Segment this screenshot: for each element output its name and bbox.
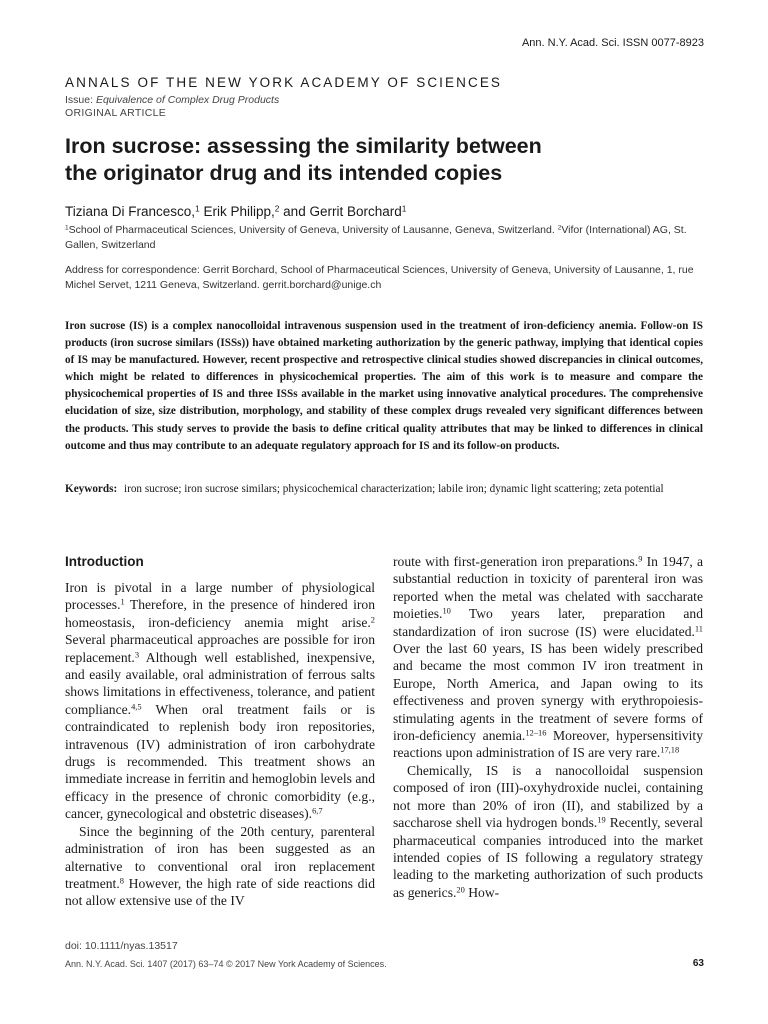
citation-ref: 9 bbox=[638, 553, 643, 564]
body-paragraph: Iron is pivotal in a large number of physiological processes.$^1$ Therefore, in the presence of hindered iron homeostasis, iron-deficiency anemia might arise.$^2$ Several pharmaceutical approaches are possible for iron replacement.$^3$ Although well established, inexpensive, and easily available, oral administration of ferrous salts shows limitations in effectiveness, tolerance, and patient compliance.$^{4,5}$ When oral treatment fails or is contraindicated to replenish body iron repositories, intravenous (IV) administration of iron carbohydrate drugs is recommended. This treatment shows an immediate increase in ferritin and hemoglobin levels and efficacy in the presence of chronic comorbidity (e.g., cancer, gynecological and obstetric diseases).$^{6,7}$ bbox=[65, 580, 375, 822]
article-title bbox=[65, 133, 705, 187]
affiliation-mark: 1 bbox=[65, 224, 69, 232]
author-name: Erik Philipp, bbox=[203, 204, 275, 219]
author-list bbox=[65, 204, 406, 219]
article-type: ORIGINAL ARTICLE bbox=[65, 107, 167, 119]
author-name: and Gerrit Borchard bbox=[283, 204, 402, 219]
body-paragraph: Chemically, IS is a nanocolloidal suspension composed of iron (III)-oxyhydroxide nuclei, containing not more than 20% of iron (II), and stabilized by a saccharose shell via hydrogen bonds.$^{19}$ Recently, several pharmaceutical companies introduced into the market intended copies of IS following a regulatory strategy leading to the marketing authorization of such products as generics.$^{20}$ How- bbox=[393, 762, 703, 900]
citation-ref: 4,5 bbox=[131, 701, 142, 712]
body-paragraph: Since the beginning of the 20th century, parenteral administration of iron has been suggested as an alternative to conventional oral iron replacement treatment.$^8$ However, the high rate of side reactions did not allow extensive use of the IV bbox=[65, 823, 375, 909]
body-paragraph-continued: route with first-generation iron preparations.$^9$ In 1947, a substantial reduction in toxicity of parenteral iron was reported when the metal was chelated with saccharate moieties.$^{10}$ Two years later, preparation and standardization of iron sucrose (IS) were elucidated.$^{11}$ Over the last 60 years, IS has been widely prescribed and became the most common IV iron treatment in Europe, North America, and Japan owing to its effectiveness and proven synergy with erythropoiesis-stimulating agents in the treatment of severe forms of iron-deficiency anemia.$^{12-16}$ Moreover, hypersensitivity reactions upon administration of IS are very rare.$^{17,18}$ bbox=[393, 553, 704, 761]
keywords bbox=[65, 481, 703, 498]
issue-line bbox=[65, 94, 279, 106]
citation-line: Ann. N.Y. Acad. Sci. 1407 (2017) 63–74 © 2017 New York Academy of Sciences. bbox=[65, 959, 387, 969]
issue-name: Equivalence of Complex Drug Products bbox=[95, 94, 280, 106]
citation-ref: 20 bbox=[456, 884, 465, 895]
citation-ref: 1 bbox=[120, 596, 125, 607]
citation-ref: 3 bbox=[134, 649, 140, 659]
section-heading-introduction: Introduction bbox=[65, 554, 144, 569]
keywords-label: Keywords: bbox=[65, 483, 118, 495]
citation-ref: 10 bbox=[442, 605, 451, 616]
title-line-2: the originator drug and its intended copies bbox=[65, 161, 503, 185]
citation-ref: 6,7 bbox=[312, 805, 323, 816]
citation-ref: 8 bbox=[119, 875, 124, 886]
citation-ref: 17,18 bbox=[660, 744, 680, 755]
body-column-right bbox=[393, 553, 703, 901]
citation-ref: 12–16 bbox=[525, 727, 547, 738]
correspondence-address: Address for correspondence: Gerrit Borchard, School of Pharmaceutical Sciences, University of Geneva, University of Lausanne, 1, rue Michel Servet, 1211 Geneva, Switzerland. gerrit.borchard@unige.ch bbox=[65, 264, 694, 291]
body-column-left bbox=[65, 579, 375, 910]
citation-ref: 11 bbox=[694, 623, 703, 633]
doi: doi: 10.1111/nyas.13517 bbox=[65, 940, 178, 952]
author-affiliation-mark: 1 bbox=[401, 203, 407, 214]
issue-prefix: Issue: bbox=[65, 94, 96, 106]
journal-issn: Ann. N.Y. Acad. Sci. ISSN 0077-8923 bbox=[521, 37, 704, 49]
journal-name: ANNALS OF THE NEW YORK ACADEMY OF SCIENCES bbox=[65, 75, 503, 90]
keywords-text: iron sucrose; iron sucrose similars; physicochemical characterization; labile iron; dynamic light scattering; zeta potential bbox=[124, 483, 664, 495]
abstract: Iron sucrose (IS) is a complex nanocolloidal intravenous suspension used in the treatment of iron-deficiency anemia. Follow-on IS products (iron sucrose similars (ISSs)) have obtained marketing authorization by the generic pathway, implying that identical copies of IS may be manufactured. However, recent prospective and retrospective clinical studies showed discrepancies in clinical outcomes, which might be related to differences in physicochemical properties. The aim of this work is to measure and compare the physicochemical properties of IS and three ISSs available in the market using innovative analytical procedures. The comprehensive elucidation of size, size distribution, morphology, and stability of these complex drugs revealed very significant differences between the products. This study serves to provide the basis to define critical quality attributes that may be linked to differences in clinical outcome and thus may contribute to an adequate regulatory approach for IS and its follow-on products. bbox=[65, 320, 703, 452]
affiliations bbox=[65, 223, 715, 253]
affiliation-text: Vifor (International) AG, St. Gallen, Switzerland bbox=[65, 224, 687, 251]
author-affiliation-mark: 1 bbox=[195, 203, 200, 214]
citation-ref: 2 bbox=[370, 614, 375, 625]
title-line-1: Iron sucrose: assessing the similarity between bbox=[65, 134, 542, 158]
author-affiliation-mark: 2 bbox=[274, 203, 280, 214]
affiliation-text: School of Pharmaceutical Sciences, University of Geneva, University of Lausanne, Geneva, Switzerland. bbox=[68, 224, 555, 236]
author-name: Tiziana Di Francesco, bbox=[65, 204, 196, 219]
page-number: 63 bbox=[692, 958, 704, 969]
citation-ref: 19 bbox=[597, 814, 606, 825]
affiliation-mark: 2 bbox=[557, 224, 562, 232]
